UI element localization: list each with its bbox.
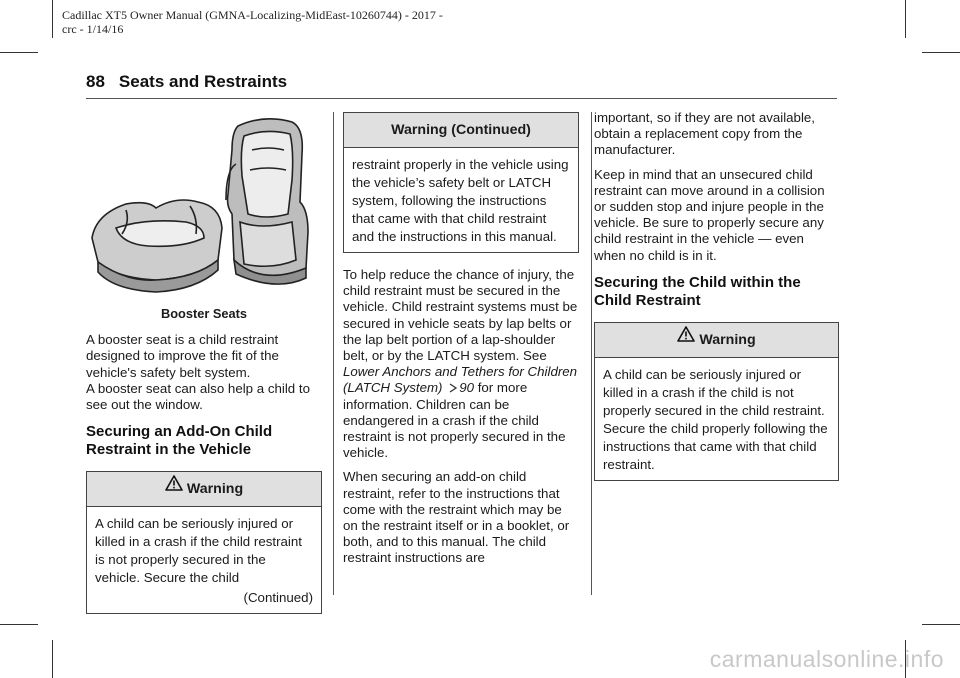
securing-text-tail: for more information. Children can be endangered in a crash if the child restraint is not properly secured in the vehicle. — [343, 380, 566, 461]
document-meta-line-2: crc - 1/14/16 — [62, 22, 124, 36]
column-divider — [333, 112, 334, 595]
booster-description — [86, 332, 322, 413]
header-rule — [86, 98, 837, 99]
warning-text: restraint properly in the vehicle using the vehicle’s safety belt or LATCH system, following the instructions that came with that child restraint and the instructions in this manual. — [352, 157, 569, 244]
figure-caption: Booster Seats — [160, 306, 248, 321]
crop-mark — [52, 640, 53, 678]
section-heading-add-on-restraint: Securing an Add-On Child Restraint in the Vehicle — [86, 423, 273, 459]
booster-seats-drawing — [86, 110, 322, 300]
section-heading-securing-child: Securing the Child within the Child Restraint — [594, 273, 801, 309]
page-number: 88 — [86, 72, 105, 91]
warning-header — [87, 472, 321, 507]
crop-mark — [52, 0, 53, 38]
warning-body — [344, 148, 578, 252]
warning-header — [595, 323, 838, 358]
column-divider — [591, 112, 592, 595]
crop-mark — [922, 624, 960, 625]
crop-mark — [0, 52, 38, 53]
crop-mark — [905, 0, 906, 38]
warning-continued-label: (Continued) — [243, 590, 313, 606]
page-title — [86, 72, 287, 92]
crop-mark — [922, 52, 960, 53]
booster-seats-illustration — [86, 110, 322, 300]
backless-booster-seat — [92, 200, 222, 292]
latch-reference-link[interactable]: Lower Anchors and Tethers for Children (LATCH System) — [343, 364, 578, 396]
warning-header: Warning (Continued) — [344, 113, 578, 148]
unsecured-restraint-paragraph: Keep in mind that an unsecured child restraint can move around in a collision or sudden stop and injure people in the vehicle. Be sure to properly secure any child restraint in the vehicle — even when no child is in it. — [594, 166, 825, 263]
warning-body — [87, 507, 321, 613]
booster-description-line-1: A booster seat is a child restraint designed to improve the fit of the vehicle's safety belt system. — [86, 332, 279, 380]
page-reference-number[interactable]: 90 — [459, 380, 474, 396]
warning-box — [86, 471, 322, 614]
document-meta-line-1: Cadillac XT5 Owner Manual (GMNA-Localizing-MidEast-10260744) - 2017 - — [62, 8, 443, 22]
watermark: carmanualsonline.info — [709, 646, 944, 672]
crop-mark — [0, 624, 38, 625]
booster-description-line-2: A booster seat can also help a child to see out the window. — [86, 380, 310, 413]
warning-box-continued — [343, 112, 579, 253]
securing-text: To help reduce the chance of injury, the child restraint must be secured in the vehicle. Child restraint systems must be secured in vehicle seats by lap belts or the lap belt portion of a lap-shoulder belt, or by the LATCH system. See — [343, 267, 578, 364]
instructions-paragraph: When securing an add-on child restraint, refer to the instructions that come with the restraint which may be on the restraint itself or in a booklet, or both, and to this manual. The child restraint instructions are — [343, 469, 570, 566]
replacement-paragraph: important, so if they are not available, obtain a replacement copy from the manufacturer. — [594, 110, 815, 158]
high-back-booster-seat — [226, 119, 308, 284]
warning-text: A child can be seriously injured or killed in a crash if the child restraint is not properly secured in the vehicle. Secure the child — [95, 516, 302, 586]
warning-box — [594, 322, 839, 481]
column-2 — [343, 112, 579, 575]
section-title: Seats and Restraints — [118, 72, 288, 91]
column-3 — [594, 110, 839, 481]
document-meta — [62, 8, 502, 36]
warning-title: Warning — [699, 331, 756, 348]
page-reference-icon — [446, 380, 459, 395]
warning-triangle-icon — [677, 321, 695, 355]
column-1 — [86, 110, 322, 614]
warning-text: A child can be seriously injured or killed in a crash if the child is not properly secured in the child restraint. Secure the child properly following the instructions that came with that child restraint. — [603, 366, 828, 472]
warning-body — [595, 358, 838, 480]
warning-title: Warning — [186, 481, 244, 498]
warning-triangle-icon — [165, 470, 183, 504]
securing-paragraph — [343, 267, 579, 461]
